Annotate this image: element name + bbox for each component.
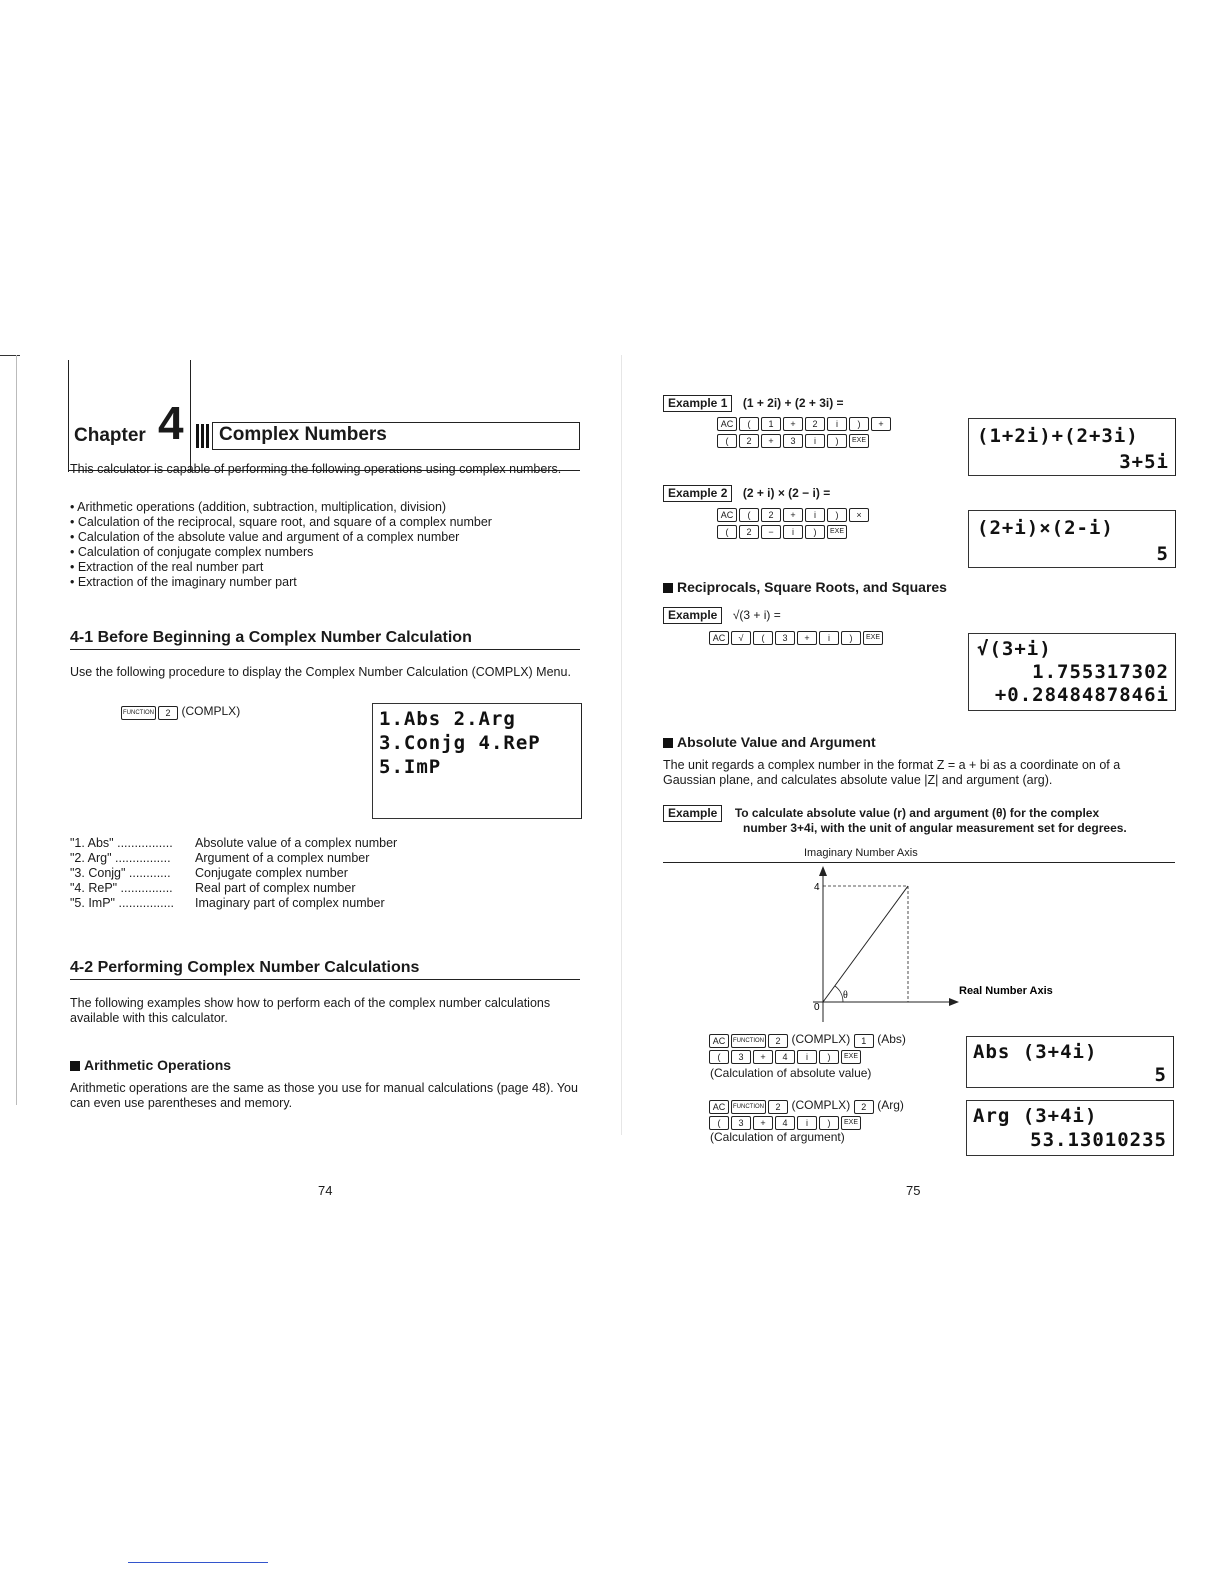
example1-screen-result: 3+5i	[1119, 451, 1169, 473]
key[interactable]: 3	[731, 1050, 751, 1064]
key[interactable]: 3	[775, 631, 795, 645]
example3-label: Example	[663, 607, 722, 624]
key[interactable]: )	[841, 631, 861, 645]
theta-label: θ	[843, 990, 848, 1001]
menu-screen-line: 3.Conjg 4.ReP	[379, 732, 541, 754]
bullet-item: • Arithmetic operations (addition, subtraction, multiplication, division)	[70, 500, 447, 514]
chapter-label: Chapter	[74, 425, 146, 446]
sqrt-key[interactable]: √	[731, 631, 751, 645]
key[interactable]: )	[827, 508, 847, 522]
gutter-line	[621, 355, 622, 1135]
key[interactable]: 2	[805, 417, 825, 431]
example1-header	[663, 394, 844, 412]
ac-key[interactable]: AC	[717, 417, 737, 431]
example3-keys	[708, 630, 884, 645]
gaussian-plane-diagram	[663, 864, 1175, 1024]
key[interactable]: i	[805, 508, 825, 522]
function-key[interactable]: FUNCTION	[121, 706, 156, 720]
chapter-title: Complex Numbers	[219, 424, 387, 445]
menu-screen	[372, 703, 582, 819]
key[interactable]: +	[753, 1050, 773, 1064]
arith-title	[70, 1057, 231, 1073]
key[interactable]: i	[797, 1116, 817, 1130]
definition-row: "5. ImP" ................ Imaginary part of complex number	[70, 896, 385, 910]
exe-key[interactable]: EXE	[863, 631, 883, 645]
ac-key[interactable]: AC	[717, 508, 737, 522]
key[interactable]: 2	[761, 508, 781, 522]
imag-axis-arrow-icon	[819, 866, 827, 876]
tick-0-label: 0	[814, 1002, 820, 1013]
arg-screen-input: Arg (3+4i)	[973, 1105, 1098, 1127]
example1-label: Example 1	[663, 395, 732, 412]
definition-row: "1. Abs" ................ Absolute value of a complex number	[70, 836, 398, 850]
key[interactable]: 2	[739, 525, 759, 539]
key[interactable]: (	[753, 631, 773, 645]
absarg-text-line2: Gaussian plane, and calculates absolute value |Z| and argument (arg).	[663, 773, 1053, 787]
definition-row: "4. ReP" ............... Real part of complex number	[70, 881, 356, 895]
key[interactable]: ×	[849, 508, 869, 522]
example3-screen-input: √(3+i)	[977, 638, 1052, 660]
example2-screen	[968, 510, 1176, 568]
example4-text-line2: number 3+4i, with the unit of angular measurement set for degrees.	[743, 821, 1127, 835]
absval-screen	[966, 1036, 1174, 1088]
key[interactable]: 4	[775, 1050, 795, 1064]
key[interactable]: i	[805, 434, 825, 448]
arith-title-text: Arithmetic Operations	[84, 1057, 232, 1073]
intro-text: This calculator is capable of performing the following operations using complex numbers.	[70, 462, 562, 476]
key[interactable]: 2	[768, 1100, 788, 1114]
key[interactable]: −	[761, 525, 781, 539]
menu-screen-line: 5.ImP	[379, 756, 442, 778]
section1-rule	[70, 649, 580, 650]
left-page-number: 74	[318, 1183, 333, 1198]
bullet-item: • Calculation of conjugate complex numbers	[70, 545, 314, 559]
key[interactable]: +	[797, 631, 817, 645]
key[interactable]: 1	[854, 1034, 874, 1048]
function-key[interactable]: FUNCTION	[731, 1100, 766, 1114]
bullet-list	[70, 500, 590, 590]
example3-screen	[968, 633, 1176, 711]
bullet-item: • Extraction of the imaginary number part	[70, 575, 297, 589]
example3-header	[663, 606, 781, 624]
vector-line	[823, 886, 908, 1002]
example1-screen-input: (1+2i)+(2+3i)	[977, 425, 1139, 447]
definition-list	[70, 836, 397, 911]
example3-expression: √(3 + i) =	[732, 608, 781, 622]
section2-text: The following examples show how to perform each of the complex number calculations available with this calculator.	[70, 996, 551, 1025]
real-axis-arrow-icon	[949, 998, 959, 1006]
ac-key[interactable]: AC	[709, 631, 729, 645]
menu-key-label: (COMPLX)	[181, 704, 241, 718]
left-margin-mark	[0, 355, 20, 356]
key[interactable]: )	[849, 417, 869, 431]
complx-label: (COMPLX)	[791, 1098, 851, 1112]
key[interactable]: 2	[854, 1100, 874, 1114]
example1-keys-line1	[716, 416, 892, 431]
key[interactable]: (	[739, 417, 759, 431]
menu-key-sequence	[120, 704, 240, 720]
function-key[interactable]: FUNCTION	[731, 1034, 766, 1048]
key[interactable]: (	[709, 1050, 729, 1064]
angle-arc	[835, 986, 843, 1002]
absval-caption: (Calculation of absolute value)	[710, 1066, 872, 1080]
arg-caption: (Calculation of argument)	[710, 1130, 845, 1144]
arg-screen-result: 53.13010235	[1030, 1129, 1167, 1151]
recip-title-text: Reciprocals, Square Roots, and Squares	[677, 579, 947, 595]
section1-title: 4-1 Before Beginning a Complex Number Calculation	[70, 629, 472, 646]
bullet-item: • Calculation of the reciprocal, square root, and square of a complex number	[70, 515, 492, 529]
example2-screen-result: 5	[1156, 543, 1169, 565]
arg-keys-line1	[708, 1098, 904, 1114]
definition-row: "3. Conjg" ............ Conjugate complex number	[70, 866, 348, 880]
key[interactable]: 1	[761, 417, 781, 431]
exe-key[interactable]: EXE	[841, 1050, 861, 1064]
exe-key[interactable]: EXE	[841, 1116, 861, 1130]
chapter-number: 4	[158, 397, 184, 449]
definition-row: "2. Arg" ................ Argument of a complex number	[70, 851, 370, 865]
example4-text-line1: To calculate absolute value (r) and argument (θ) for the complex	[734, 806, 1100, 820]
section-bullet-icon	[663, 738, 673, 748]
key[interactable]: 4	[775, 1116, 795, 1130]
ac-key[interactable]: AC	[709, 1100, 729, 1114]
absarg-title	[663, 734, 876, 750]
example4-header	[663, 804, 1099, 822]
section2-rule	[70, 979, 580, 980]
key[interactable]: +	[783, 417, 803, 431]
key[interactable]: +	[871, 417, 891, 431]
key[interactable]: 3	[783, 434, 803, 448]
footer-link-line	[128, 1562, 268, 1563]
key[interactable]: i	[827, 417, 847, 431]
right-page-number: 75	[906, 1183, 921, 1198]
key[interactable]: (	[739, 508, 759, 522]
key[interactable]: (	[709, 1116, 729, 1130]
key[interactable]: 3	[731, 1116, 751, 1130]
example1-keys-line2	[716, 433, 870, 448]
key[interactable]: (	[717, 525, 737, 539]
exe-key[interactable]: EXE	[827, 525, 847, 539]
key[interactable]: )	[819, 1050, 839, 1064]
absarg-title-text: Absolute Value and Argument	[677, 734, 876, 750]
arg-screen	[966, 1100, 1174, 1156]
tick-4-label: 4	[814, 882, 820, 893]
diagram-top-rule	[663, 862, 1175, 863]
chapter-title-box	[212, 422, 580, 450]
example2-expression: (2 + i) × (2 − i) =	[742, 486, 831, 500]
example2-screen-input: (2+i)×(2-i)	[977, 517, 1114, 539]
recip-title	[663, 579, 947, 595]
example4-label: Example	[663, 805, 722, 822]
absval-keys-line1	[708, 1032, 906, 1048]
example3-screen-result-imag: +0.2848487846i	[994, 684, 1169, 706]
bullet-item: • Extraction of the real number part	[70, 560, 264, 574]
key[interactable]: )	[819, 1116, 839, 1130]
chapter-box-left-rule	[68, 360, 69, 472]
bullet-item: • Calculation of the absolute value and argument of a complex number	[70, 530, 460, 544]
complx-label: (COMPLX)	[791, 1032, 851, 1046]
chapter-bars-icon	[196, 424, 208, 448]
absarg-text-line1: The unit regards a complex number in the format Z = a + bi as a coordinate on of a	[663, 758, 1121, 772]
key[interactable]: i	[797, 1050, 817, 1064]
section-bullet-icon	[663, 583, 673, 593]
arg-keys-line2	[708, 1115, 862, 1130]
example2-label: Example 2	[663, 485, 732, 502]
key-2[interactable]: 2	[158, 706, 178, 720]
key[interactable]: 2	[768, 1034, 788, 1048]
chapter-box-right-rule	[190, 360, 191, 472]
section2-title: 4-2 Performing Complex Number Calculations	[70, 959, 420, 976]
exe-key[interactable]: EXE	[849, 434, 869, 448]
example2-keys-line2	[716, 524, 848, 539]
example2-keys-line1	[716, 507, 870, 522]
section-bullet-icon	[70, 1061, 80, 1071]
absval-screen-result: 5	[1154, 1064, 1167, 1086]
ac-key[interactable]: AC	[709, 1034, 729, 1048]
imag-axis-label: Imaginary Number Axis	[804, 847, 918, 859]
key[interactable]: )	[805, 525, 825, 539]
example2-header	[663, 484, 830, 502]
key[interactable]: +	[753, 1116, 773, 1130]
key[interactable]: i	[819, 631, 839, 645]
example1-screen	[968, 418, 1176, 476]
section1-text: Use the following procedure to display the Complex Number Calculation (COMPLX) Menu.	[70, 665, 571, 679]
absval-screen-input: Abs (3+4i)	[973, 1041, 1098, 1063]
key[interactable]: )	[827, 434, 847, 448]
key[interactable]: +	[761, 434, 781, 448]
example3-screen-result-real: 1.755317302	[1032, 661, 1169, 683]
key[interactable]: +	[783, 508, 803, 522]
left-page-edge	[16, 355, 17, 1105]
arith-text: Arithmetic operations are the same as those you use for manual calculations (page 48). You can even use parentheses and memory.	[70, 1081, 578, 1110]
key[interactable]: 2	[739, 434, 759, 448]
key[interactable]: (	[717, 434, 737, 448]
abs-label: (Abs)	[877, 1032, 906, 1046]
absval-keys-line2	[708, 1049, 862, 1064]
real-axis-label: Real Number Axis	[959, 985, 1053, 997]
menu-screen-line: 1.Abs 2.Arg	[379, 708, 516, 730]
key[interactable]: i	[783, 525, 803, 539]
example1-expression: (1 + 2i) + (2 + 3i) =	[742, 396, 844, 410]
arg-label: (Arg)	[877, 1098, 904, 1112]
